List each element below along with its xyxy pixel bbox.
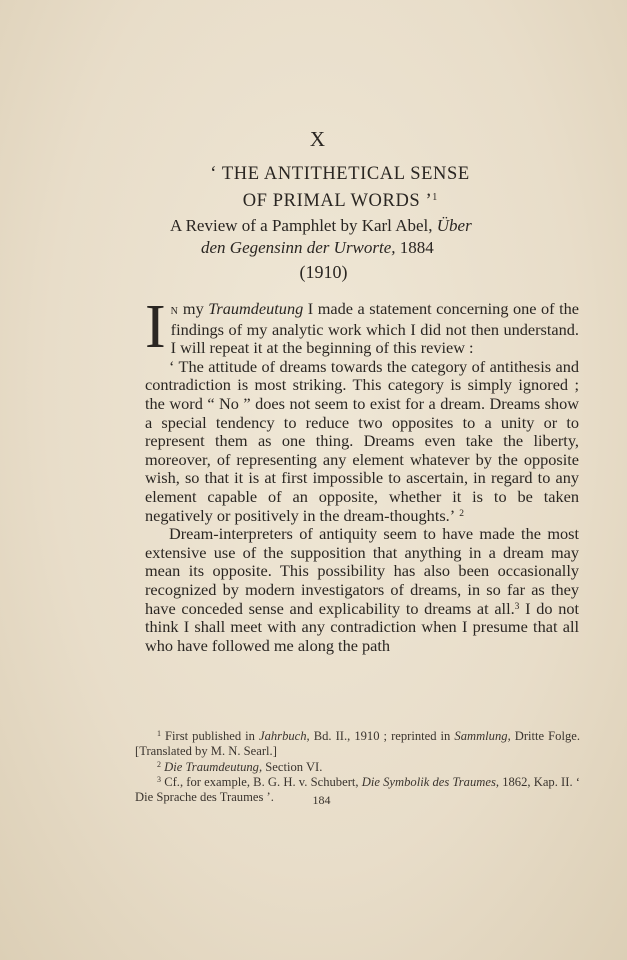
footnote-1-mid: Bd. II., 1910 ; reprinted in [309,729,455,743]
footnote-3-post: 1862, Kap. II. ‘ Die Sprache des Traumes ’. [135,774,580,805]
body-text [145,293,580,655]
footnote-1-italic: Jahrbuch, [258,729,310,743]
title-line-2: OF PRIMAL WORDS ’ [242,191,433,211]
footnote-1-italic-2: Sammlung, [454,729,511,743]
paragraph-3-text: Dream-interpreters of antiquity seem to have made the most extensive use of the supposition that anything in a dream may mean its opposite. This possibility has also been occasionally recognized by modern investigators of dreams, in so far as they have conceded sense and explicability to dreams at all. [145,524,579,618]
footnote-1 [135,729,580,760]
paragraph-2 [145,358,579,525]
traumdeutung-italic: Traumdeutung [208,299,304,318]
subtitle-italic-2: den Gegensinn der Urworte, [201,238,396,257]
paragraph-3-rest: I do not think I shall meet with any contradiction when I presume that all who have followed me along the path [145,598,580,655]
footnote-3-pre: Cf., for example, B. G. H. v. Schubert, [161,774,362,789]
subtitle-line-2 [170,237,515,259]
footnote-1-pre: First published in [161,729,259,743]
subtitle-prefix: A Review of a Pamphlet by Karl Abel, [170,216,437,235]
footnote-2-italic: Die Traumdeutung, [164,759,263,774]
paragraph-2-text: ‘ The attitude of dreams towards the category of antithesis and contradiction is most striking. This category is simply ignored ; the word “ No ” does not seem to exist for a dream. Dreams show a special tendency to reduce two opposites to a unity or to represent them as one thing. Dreams even take the liberty, moreover, of representing any element whatever by the opposite wish, so that it is at first impossible to ascertain, in regard to any element capable of an opposite, whether it is to be taken negatively or positively in the dream-thoughts.’ [145,356,579,525]
chapter-title [150,163,530,213]
paragraph-1-pre: my [178,299,209,318]
footnote-2 [135,760,580,775]
page-number: 184 [312,793,331,807]
small-caps-start: n [170,303,179,318]
paragraph-3 [145,525,579,655]
footnote-ref-3: 3 [514,601,520,612]
footnote-3-italic: Die Symbolik des Traumes, [361,774,499,789]
footnote-ref-2: 2 [459,508,465,519]
subtitle-italic-1: Über [436,216,472,235]
footnote-1-mark: 1 [157,729,161,738]
publication-year: (1910) [299,262,348,282]
drop-cap: I [145,293,166,361]
paragraph-1 [145,293,579,361]
title-line-1: ‘ THE ANTITHETICAL SENSE [210,164,470,184]
subtitle-year: 1884 [395,238,434,257]
chapter-subtitle [170,215,515,259]
paragraph-1-rest: I made a statement concerning one of the findings of my analytic work which I did not then understand. I will repeat it at the beginning of this review : [170,299,579,358]
footnote-2-post: Section VI. [262,759,323,774]
chapter-number: X [309,127,327,151]
footnote-3-mark: 3 [157,774,161,784]
title-footnote-mark: 1 [432,192,438,203]
footnote-1-post: Dritte Folge. [Translated by M. N. Searl.] [135,729,580,759]
footnote-2-mark: 2 [157,759,161,769]
